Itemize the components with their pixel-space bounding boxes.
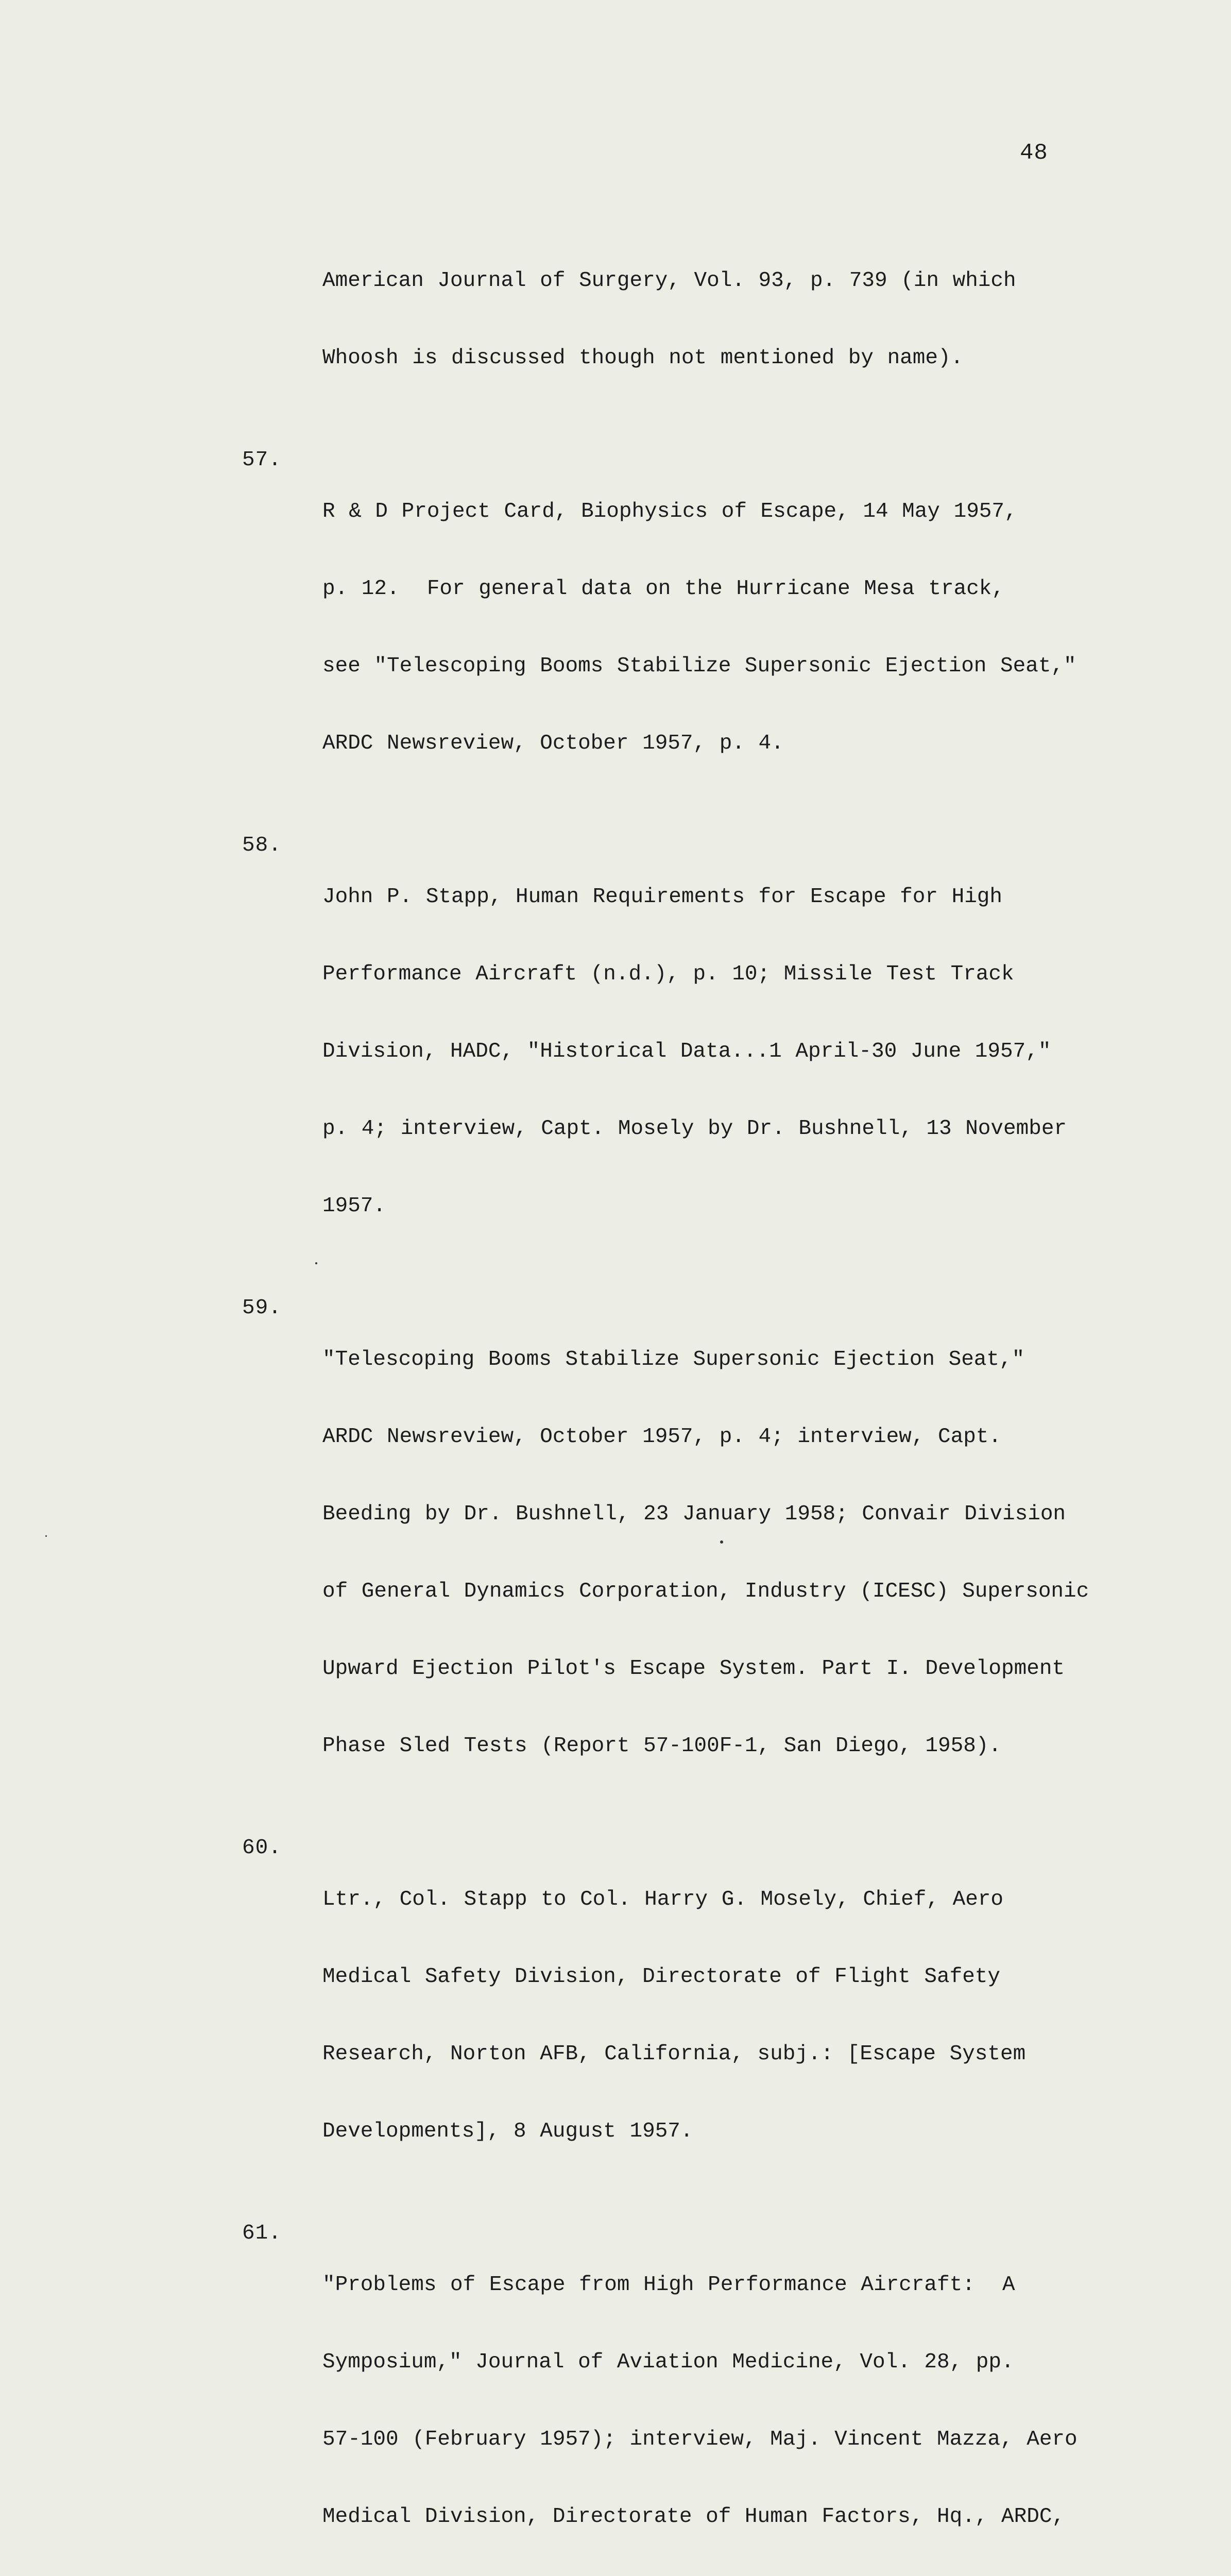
text-line: Division, HADC, "Historical Data...1 April-30 June 1957,"	[322, 1040, 1051, 1063]
text-line: American Journal of Surgery, Vol. 93, p. 739 (in which	[322, 269, 1016, 293]
note-text	[322, 1835, 1138, 2196]
note-59	[242, 1295, 1138, 1810]
note-57	[242, 447, 1138, 808]
text-line: of General Dynamics Corporation, Industry (ICESC) Supersonic	[322, 1580, 1089, 1603]
text-line: "Telescoping Booms Stabilize Supersonic Ejection Seat,"	[322, 1348, 1025, 1371]
text-line: Medical Division, Directorate of Human Factors, Hq., ARDC,	[322, 2505, 1065, 2529]
note-61	[242, 2221, 1138, 2576]
text-line: Ltr., Col. Stapp to Col. Harry G. Mosely, Chief, Aero	[322, 1888, 1004, 1911]
note-text	[322, 2221, 1138, 2576]
speck-mark	[720, 1540, 723, 1544]
text-line: Phase Sled Tests (Report 57-100F-1, San Diego, 1958).	[322, 1734, 1002, 1758]
text-line: ARDC Newsreview, October 1957, p. 4; interview, Capt.	[322, 1425, 1002, 1449]
text-line: 1957.	[322, 1194, 386, 1218]
text-line: Upward Ejection Pilot's Escape System. Part I. Development	[322, 1657, 1065, 1681]
note-number: 60.	[242, 1836, 282, 1860]
note-number: 61.	[242, 2222, 282, 2245]
speck-mark	[315, 1262, 317, 1264]
note-number: 58.	[242, 834, 282, 857]
text-line: see "Telescoping Booms Stabilize Supersonic Ejection Seat,"	[322, 654, 1076, 678]
text-line: Research, Norton AFB, California, subj.: [Escape System	[322, 2042, 1026, 2066]
page-number: 48	[1020, 140, 1048, 166]
text-line: "Problems of Escape from High Performance Aircraft: A	[322, 2273, 1015, 2297]
note-text	[322, 833, 1138, 1270]
text-line: Symposium," Journal of Aviation Medicine, Vol. 28, pp.	[322, 2350, 1014, 2374]
text-line: p. 12. For general data on the Hurricane Mesa track,	[322, 577, 1005, 601]
note-continuation	[242, 216, 1138, 422]
text-line: ARDC Newsreview, October 1957, p. 4.	[322, 732, 784, 755]
text-line: R & D Project Card, Biophysics of Escape, 14 May 1957,	[322, 500, 1017, 523]
text-line: 57-100 (February 1957); interview, Maj. Vincent Mazza, Aero	[322, 2428, 1078, 2451]
note-text	[322, 216, 1138, 422]
text-line: Performance Aircraft (n.d.), p. 10; Missile Test Track	[322, 962, 1014, 986]
endnotes-list	[242, 216, 1138, 2576]
note-number: 59.	[242, 1296, 282, 1320]
note-text	[322, 1295, 1138, 1810]
text-line: Whoosh is discussed though not mentioned by name).	[322, 346, 964, 370]
text-line: Beeding by Dr. Bushnell, 23 January 1958; Convair Division	[322, 1502, 1066, 1526]
speck-mark	[45, 1535, 47, 1537]
text-line: p. 4; interview, Capt. Mosely by Dr. Bushnell, 13 November	[322, 1117, 1067, 1141]
note-number: 57.	[242, 448, 282, 472]
text-line: Developments], 8 August 1957.	[322, 2120, 693, 2143]
note-60	[242, 1835, 1138, 2196]
text-line: John P. Stapp, Human Requirements for Escape for High	[322, 885, 1003, 909]
note-58	[242, 833, 1138, 1270]
text-line: Medical Safety Division, Directorate of Flight Safety	[322, 1965, 1001, 1989]
note-text	[322, 447, 1138, 808]
